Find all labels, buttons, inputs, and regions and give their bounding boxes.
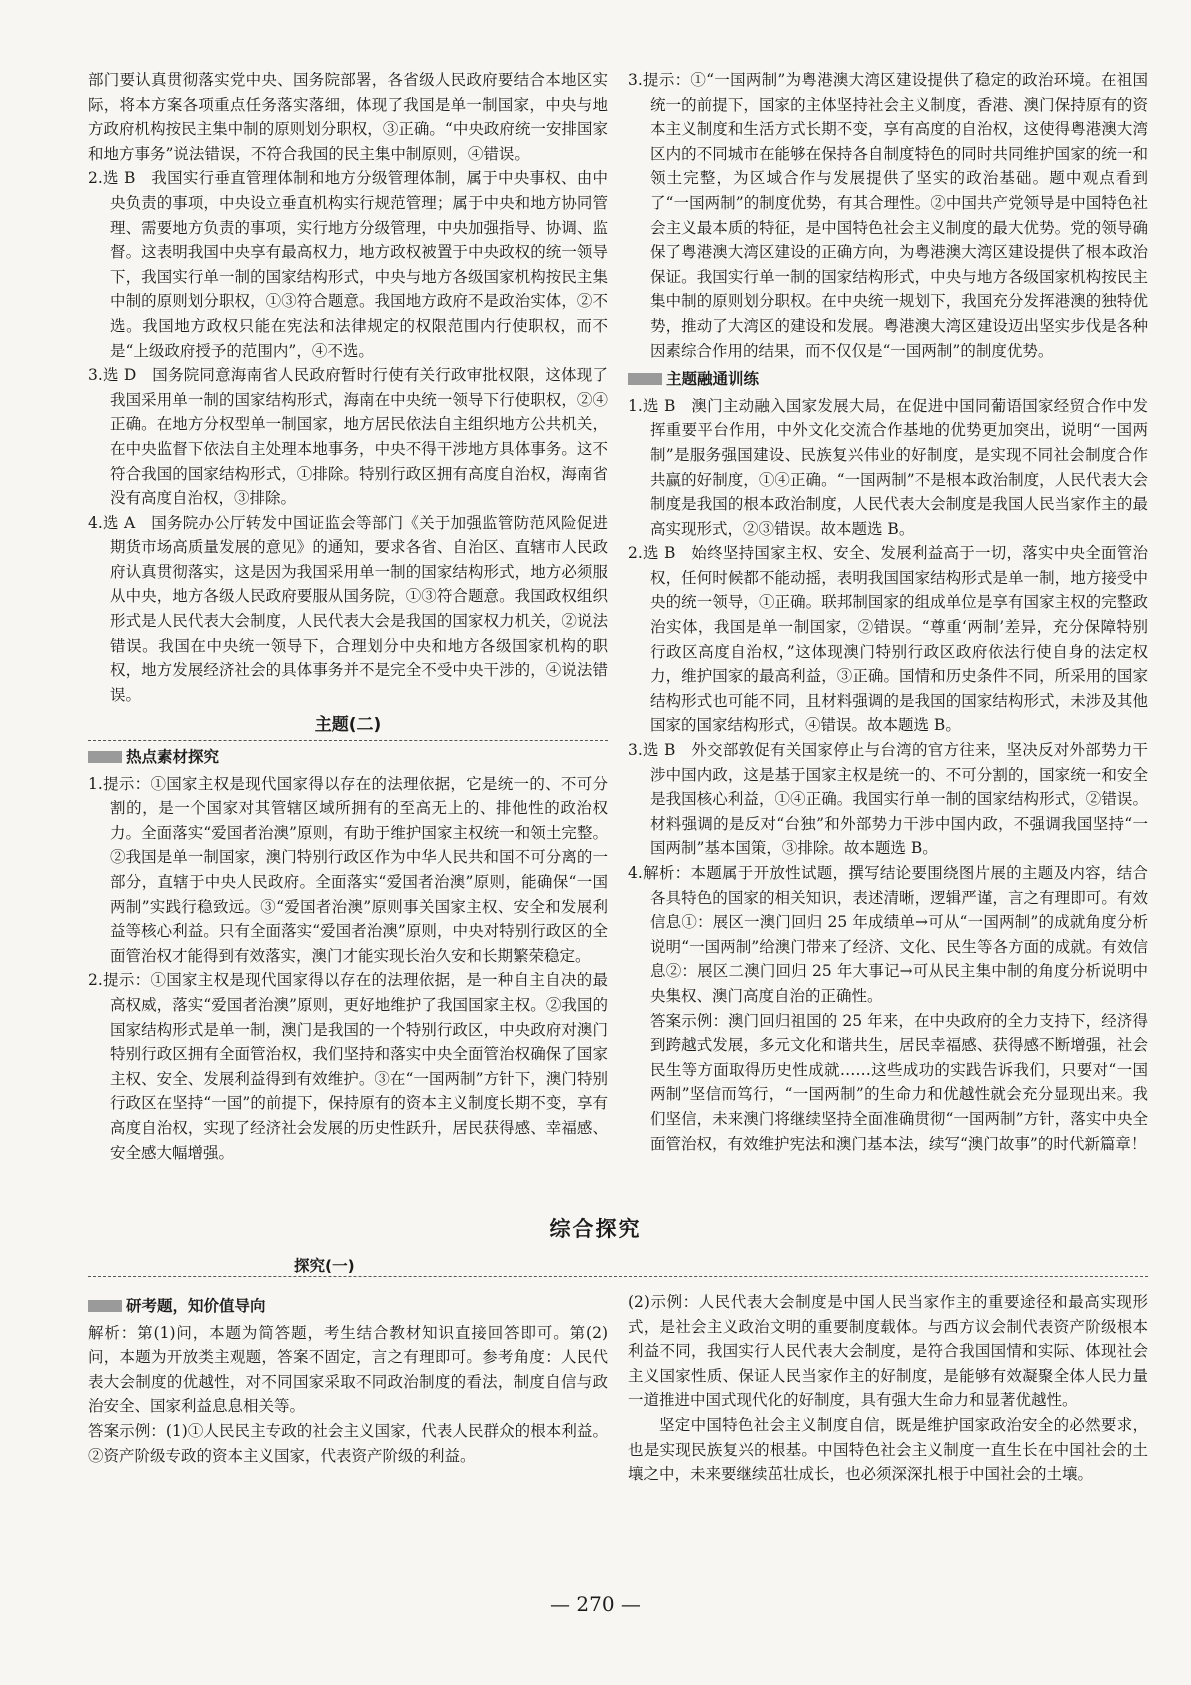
subsection-fusion-training (628, 367, 1148, 392)
analysis-text: 解析：第(1)问，本题为简答题，考生结合教材知识直接回答即可。第(2)问，本题为开放类主观题，答案不固定，言之有理即可。参考角度：人民代表大会制度的优越性，对不同国家采取不同政治制度的看法，制度自信与政治安全、国家利益息息相关等。 (88, 1323, 608, 1416)
subsection-hot-material-label: 热点素材探究 (126, 748, 220, 767)
hint-item-3: 3.提示：①“一国两制”为粤港澳大湾区建设提供了稳定的政治环境。在祖国统一的前提下，国家的主体坚持社会主义制度，香港、澳门保持原有的资本主义制度和生活方式长期不变，享有高度的自治权，这使得粤港澳大湾区内的不同城市在能够在保持各自制度特色的同时共同维护国家的统一和领土完整，为区域合作与发展提供了坚实的政治基础。题中观点看到了“一国两制”的制度优势，有其合理性。②中国共产党领导是中国特色社会主义最本质的特征，是中国特色社会主义制度的最大优势。党的领导确保了粤港澳大湾区建设的正确方向，为粤港澳大湾区建设提供了根本政治保证。我国实行单一制的国家结构形式，中央与地方各级国家机构按民主集中制的原则划分职权。在中央统一规划下，我国充分发挥港澳的独特优势，推动了大湾区的建设和发展。粤港澳大湾区建设迈出坚实步伐是各种因素综合作用的结果，而不仅仅是“一国两制”的制度优势。 (628, 71, 1148, 360)
subsection-research (88, 1294, 608, 1319)
left-column (88, 68, 608, 1165)
fusion-item-1: 1.选 B 澳门主动融入国家发展大局，在促进中国同葡语国家经贸合作中发挥重要平台作用，中外文化交流合作基地的优势更加突出，说明“一国两制”是服务强国建设、民族复兴伟业的好制度，是实现不同社会制度合作共赢的好制度，①④正确。“一国两制”不是根本政治制度，人民代表大会制度是我国的根本政治制度，人民代表大会制度是我国人民当家作主的最高实现形式，②③错误。故本题选 B。 (628, 396, 1148, 538)
decorative-bar (88, 751, 122, 763)
section-title-comprehensive: 综合探究 (549, 1217, 642, 1241)
bottom-right-column (628, 1290, 1148, 1487)
hint-item-1: 1.提示：①国家主权是现代国家得以存在的法理依据，它是统一的、不可分割的，是一个国家对其管辖区域所拥有的至高无上的、排他性的政治权力。全面落实“爱国者治澳”原则，有助于维护国家主权统一和领土完整。②我国是单一制国家，澳门特别行政区作为中华人民共和国不可分离的一部分，直辖于中央人民政府。全面落实“爱国者治澳”原则，能确保“一国两制”实践行稳致远。③“爱国者治澳”原则事关国家主权、安全和发展利益等核心利益。只有全面落实“爱国者治澳”原则，中央对特别行政区的全面管治权才能得到有效落实，澳门才能实现长治久安和长期繁荣稳定。 (88, 774, 608, 965)
subsection-research-label: 研考题，知价值导向 (126, 1297, 266, 1315)
conclusion-text: 坚定中国特色社会主义制度自信，既是维护国家政治安全的必然要求，也是实现民族复兴的根基。中国特色社会主义制度一直生长在中国社会的土壤之中，未来要继续茁壮成长，也必须深深扎根于中国社会的土壤。 (628, 1415, 1148, 1484)
subsection-fusion-training-label: 主题融通训练 (666, 370, 760, 389)
fusion-item-2: 2.选 B 始终坚持国家主权、安全、发展利益高于一切，落实中央全面管治权，任何时候都不能动摇，表明我国国家结构形式是单一制，地方接受中央的统一领导，①正确。联邦制国家的组成单位是享有国家主权的完整政治实体，我国是单一制国家，②错误。“尊重‘两制’差异，充分保障特别行政区高度自治权，”这体现澳门特别行政区政府依法行使自身的法定权力，维护国家的最高利益，③正确。国情和历史条件不同，所采用的国家结构形式也可能不同，且材料强调的是我国的国家结构形式，未涉及其他国家的国家结构形式，④错误。故本题选 B。 (628, 544, 1148, 735)
decorative-bar (88, 1300, 122, 1312)
subsection-hot-material (88, 745, 608, 770)
fusion-item-4: 4.解析：本题属于开放性试题，撰写结论要围绕图片展的主题及内容，结合各具特色的国家的相关知识，表述清晰，逻辑严谨，言之有理即可。有效信息①：展区一澳门回归 25 年成绩单→可从“一国两制”的成就角度分析说明“一国两制”给澳门带来了经济、文化、民生等各方面的成就。有效信息②：展区二澳门回归 25 年大事记→可从民主集中制的角度分析说明中央集权、澳门高度自治的正确性。 (628, 864, 1148, 1005)
example-2-text: (2)示例：人民代表大会制度是中国人民当家作主的重要途径和最高实现形式，是社会主义政治文明的重要制度载体。与西方议会制代表资产阶级根本利益不同，我国实行人民代表大会制度，是符合我国国情和实际、体现社会主义国家性质、保证人民当家作主的好制度，是能够有效凝聚全体人民力量一道推进中国式现代化的好制度，具有强大生命力和显著优越性。 (628, 1293, 1148, 1410)
page-number: — 270 — (550, 1592, 641, 1616)
topic-label: 探究(一) (288, 1254, 361, 1276)
hint-item-2: 2.提示：①国家主权是现代国家得以存在的法理依据，是一种自主自决的最高权威，落实“爱国者治澳”原则，更好地维护了我国国家主权。②我国的国家结构形式是单一制，澳门是我国的一个特别行政区，中央政府对澳门特别行政区拥有全面管治权，我们坚持和落实中央全面管治权确保了国家主权、安全、发展利益得到有效维护。③在“一国两制”方针下，澳门特别行政区在坚持“一国”的前提下，保持原有的资本主义制度长期不变，享有高度自治权，实现了经济社会发展的历史性跃升，居民获得感、幸福感、安全感大幅增强。 (88, 971, 608, 1162)
topic-divider (88, 1256, 1148, 1277)
answer-item-2: 2.选 B 我国实行垂直管理体制和地方分级管理体制，属于中央事权、由中央负责的事项，中央设立垂直机构实行规范管理；属于中央和地方协同管理、需要地方负责的事项，实行地方分级管理，中央加强指导、协调、监督。这表明我国中央享有最高权力，地方政权被置于中央政权的统一领导下，我国实行单一制的国家结构形式，中央与地方各级国家机构按民主集中制的原则划分职权，①③符合题意。我国地方政府不是政治实体，②不选。我国地方政权只能在宪法和法律规定的权限范围内行使职权，而不是“上级政府授予的范围内”，④不选。 (88, 169, 608, 360)
answer-item-4: 4.选 A 国务院办公厅转发中国证监会等部门《关于加强监管防范风险促进期货市场高质量发展的意见》的通知，要求各省、自治区、直辖市人民政府认真贯彻落实，这是因为我国采用单一制的国家结构形式，地方必须服从中央，地方各级人民政府要服从国务院，①③符合题意。我国政权组织形式是人民代表大会制度，人民代表大会是我国的国家权力机关，②说法错误。我国在中央统一领导下，合理划分中央和地方各级国家机构的职权，地方发展经济社会的具体事务并不是完全不受中央干涉的，④说法错误。 (88, 513, 608, 704)
fusion-item-3: 3.选 B 外交部敦促有关国家停止与台湾的官方往来，坚决反对外部势力干涉中国内政，这是基于国家主权是统一的、不可分割的，国家统一和安全是我国核心利益，①④正确。我国实行单一制的国家结构形式，②错误。材料强调的是反对“台独”和外部势力干涉中国内政，不强调我国坚持“一国两制”基本国策，③排除。故本题选 B。 (628, 741, 1148, 858)
fusion-item-4-answer: 答案示例：澳门回归祖国的 25 年来，在中央政府的全力支持下，经济得到跨越式发展，多元文化和谐共生，居民幸福感、获得感不断增强，社会民生等方面取得历史性成就……这些成功的实践告诉我们，只要对“一国两制”坚信而笃行，“一国两制”的生命力和优越性就会充分显现出来。我们坚信，未来澳门将继续坚持全面准确贯彻“一国两制”方针，落实中央全面管治权，有效维护宪法和澳门基本法，续写“澳门故事”的时代新篇章！ (650, 1011, 1148, 1153)
right-column (628, 68, 1148, 1156)
bottom-left-column (88, 1290, 608, 1468)
decorative-bar (628, 373, 662, 385)
section-title-topic2: 主题(二) (88, 713, 608, 741)
answer-example: 答案示例：(1)①人民民主专政的社会主义国家，代表人民群众的根本利益。②资产阶级专政的资本主义国家，代表资产阶级的利益。 (88, 1421, 608, 1465)
answer-item-3: 3.选 D 国务院同意海南省人民政府暂时行使有关行政审批权限，这体现了我国采用单一制的国家结构形式，海南在中央统一领导下行使职权，②④正确。在地方分权型单一制国家，地方居民依法自主组织地方公共机关，在中央监督下依法自主处理本地事务，中央不得干涉地方具体事务。这不符合我国的国家结构形式，①排除。特别行政区拥有高度自治权，海南省没有高度自治权，③排除。 (88, 366, 608, 508)
paragraph-intro: 部门要认真贯彻落实党中央、国务院部署，各省级人民政府要结合本地区实际，将本方案各项重点任务落实落细，体现了我国是单一制国家，中央与地方政府机构按民主集中制的原则划分职权，③正确。“中央政府统一安排国家和地方事务”说法错误，不符合我国的民主集中制原则，④错误。 (88, 71, 608, 163)
